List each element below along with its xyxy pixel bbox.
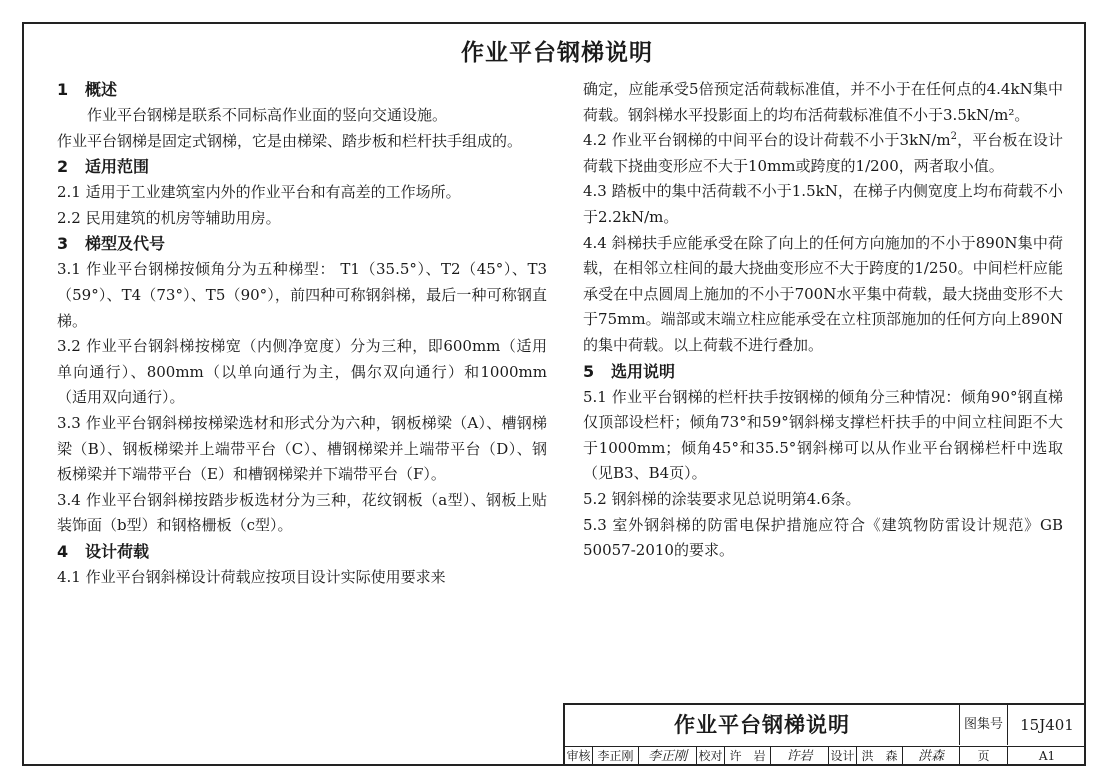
paragraph: 3.3 作业平台钢斜梯按梯梁选材和形式分为六种，钢板梯梁（A）、槽钢梯梁（B）、钢板梯梁并上端带平台（C）、槽钢梯梁并上端带平台（D）、钢板梯梁并下端带平台（E）和槽钢梯梁并下端带平台（F）。	[57, 413, 547, 484]
paragraph: 确定，应能承受5倍预定活荷载标准值，并不小于在任何点的4.4kN集中荷载。钢斜梯水平投影面上的均布活荷载标准值不小于3.5kN/m²。	[583, 80, 1063, 124]
paragraph: 2.2 民用建筑的机房等辅助用房。	[57, 208, 281, 227]
review-name: 李正刚	[593, 747, 639, 766]
title-block-title: 作业平台钢梯说明	[565, 705, 960, 745]
section-heading-3: 3 梯型及代号	[57, 234, 166, 254]
signature-row	[565, 747, 1086, 766]
section-heading-5: 5 选用说明	[583, 361, 676, 381]
design-label: 设计	[829, 747, 857, 766]
paragraph: 4.1 作业平台钢斜梯设计荷载应按项目设计实际使用要求来	[57, 567, 446, 586]
page-value: A1	[1038, 749, 1056, 763]
review-label: 审核	[565, 747, 593, 766]
paragraph: 4.3 踏板中的集中活荷载不小于1.5kN，在梯子内侧宽度上均布荷载不小于2.2kN/m。	[583, 182, 1063, 226]
section-heading-2: 2 适用范围	[57, 157, 150, 177]
paragraph: 4.2 作业平台钢梯的中间平台的设计荷载不小于$3kN/m^2$，平台板在设计荷载下挠曲变形应不大于10mm或跨度的1/200，两者取小值。	[583, 131, 1063, 175]
page-title: 作业平台钢梯说明	[461, 40, 653, 66]
paragraph: 3.2 作业平台钢斜梯按梯宽（内侧净宽度）分为三种，即600mm（适用单向通行）、800mm（以单向通行为主，偶尔双向通行）和1000mm（适用双向通行）。	[57, 337, 547, 407]
review-signature: 李正刚	[639, 747, 697, 766]
atlas-number-value: 15J401	[1020, 716, 1074, 734]
check-label: 校对	[697, 747, 725, 766]
right-column	[583, 77, 1063, 564]
paragraph: 2.1 适用于工业建筑室内外的作业平台和有高差的工作场所。	[57, 183, 461, 202]
paragraph: 3.4 作业平台钢斜梯按踏步板选材分为三种，花纹钢板（a型）、钢板上贴装饰面（b型）和钢格栅板（c型）。	[57, 490, 547, 535]
paragraph: 5.2 钢斜梯的涂装要求见总说明第4.6条。	[583, 489, 861, 508]
page-label: 页	[960, 747, 1008, 766]
design-name: 洪 森	[857, 747, 903, 766]
paragraph: 作业平台钢梯是联系不同标高作业面的竖向交通设施。	[87, 106, 448, 124]
paragraph: 5.1 作业平台钢梯的栏杆扶手按钢梯的倾角分三种情况：倾角90°钢直梯仅顶部设栏杆；倾角73°和59°钢斜梯支撑栏杆扶手的中间立柱间距不大于1000mm；倾角45°和35.5°钢斜梯可以从作业平台钢梯栏杆中选取（见B3、B4页）。	[583, 387, 1063, 483]
design-signature: 洪森	[903, 747, 960, 766]
title-block	[563, 703, 1086, 766]
paragraph: 3.1 作业平台钢梯按倾角分为五种梯型： T1（35.5°）、T2（45°）、T3（59°）、T4（73°）、T5（90°），前四种可称钢斜梯，最后一种可称钢直梯。	[57, 260, 547, 330]
section-heading-1: 1 概述	[57, 80, 118, 99]
atlas-number-label: 图集号	[960, 705, 1008, 745]
paragraph: 5.3 室外钢斜梯的防雷电保护措施应符合《建筑物防雷设计规范》GB 50057-2010的要求。	[583, 515, 1063, 560]
paragraph: 4.4 斜梯扶手应能承受在除了向上的任何方向施加的不小于890N集中荷载，在相邻立柱间的最大挠曲变形应不大于跨度的1/250。中间栏杆应能承受在中点圆周上施加的不小于700N水平集中荷载，最大挠曲变形不大于75mm。端部或末端立柱应能承受在立柱顶部施加的任何方向上890N的集中荷载。以上荷载不进行叠加。	[583, 233, 1063, 354]
left-column	[57, 77, 547, 591]
section-heading-4: 4 设计荷载	[57, 541, 150, 561]
check-signature: 许岩	[771, 747, 829, 766]
check-name: 许 岩	[725, 747, 771, 766]
paragraph: 作业平台钢梯是固定式钢梯，它是由梯梁、踏步板和栏杆扶手组成的。	[57, 131, 523, 150]
